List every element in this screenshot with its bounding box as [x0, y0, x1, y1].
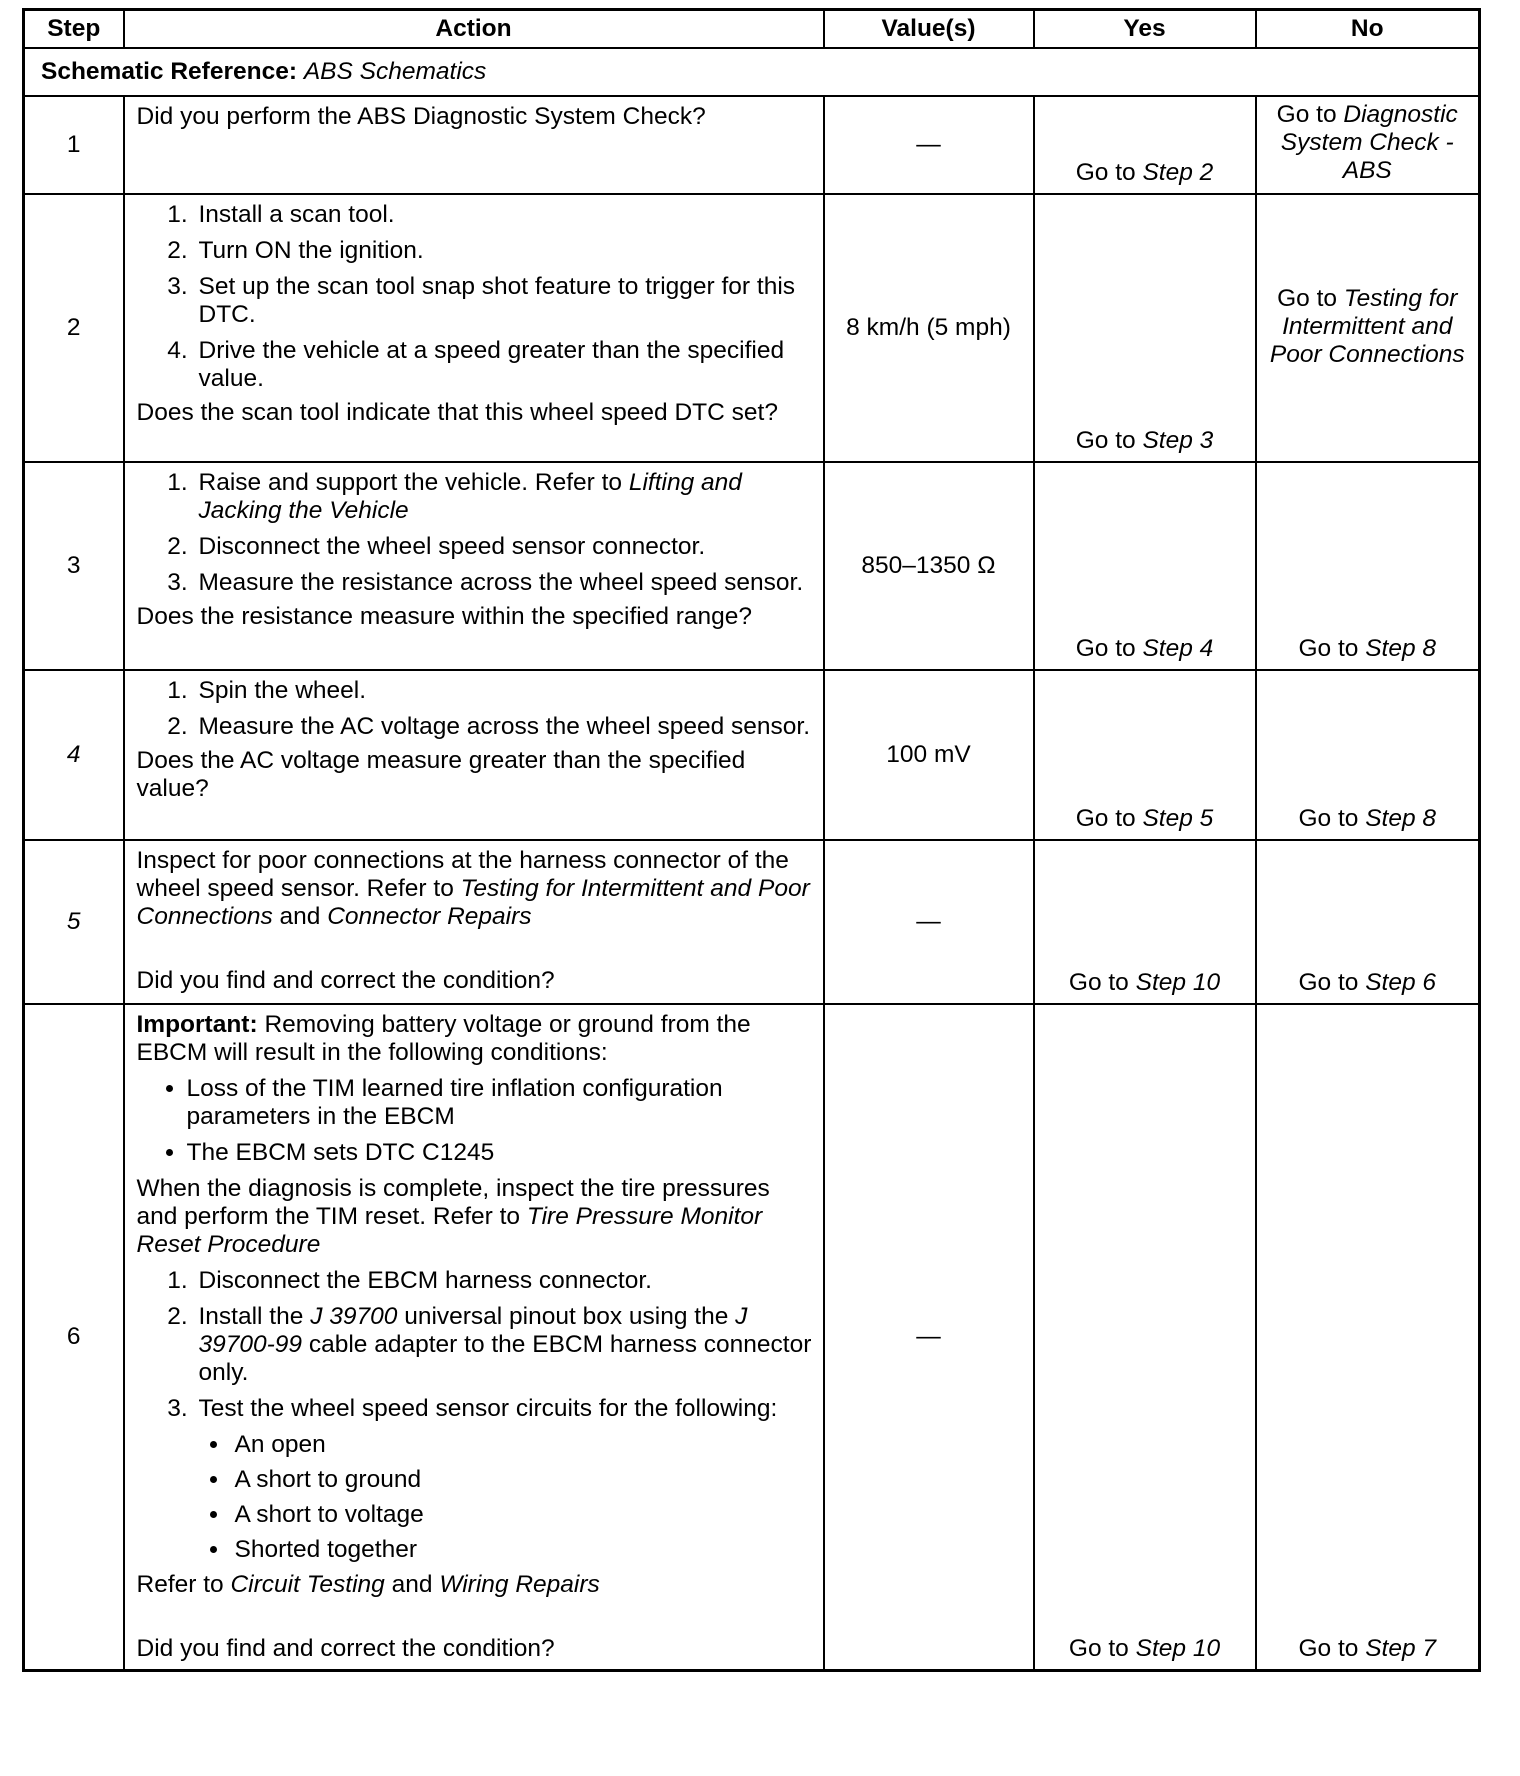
diagnostic-table [22, 8, 1481, 1672]
action-step: 2. Turn ON the ignition. [195, 237, 813, 265]
reference-link: Testing for Intermittent and Poor Connections [136, 875, 810, 930]
step-number: 3 [24, 462, 124, 670]
diagnosis-note [137, 1175, 813, 1259]
value-cell: 8 km/h (5 mph) [824, 194, 1034, 462]
reference-link: Circuit Testing [230, 1571, 385, 1598]
header-step: Step [24, 10, 124, 49]
action-step: 1. Disconnect the EBCM harness connector. [195, 1267, 813, 1295]
yes-link: Step 10 [1135, 1635, 1221, 1662]
go-to-text: Go to [1068, 1635, 1129, 1662]
yes-cell [1034, 194, 1256, 462]
no-cell [1256, 1004, 1480, 1671]
test-bullets [199, 1431, 813, 1564]
bullet-item: • An open [231, 1431, 813, 1459]
table-row [24, 194, 1480, 462]
action-text-body: Inspect for poor connections at the harness connector of the wheel speed sensor. Refer to [136, 847, 789, 902]
action-text [137, 847, 813, 931]
value-cell: — [824, 96, 1034, 194]
and-text: and [391, 1571, 433, 1598]
no-cell [1256, 96, 1480, 194]
go-to-text: Go to [1298, 805, 1359, 832]
action-question: Does the AC voltage measure greater than the specified value? [136, 747, 746, 802]
spacer [137, 939, 813, 967]
header-no: No [1256, 10, 1480, 49]
header-action: Action [124, 10, 824, 49]
step-number: 4 [24, 670, 124, 840]
action-steps [137, 677, 813, 741]
go-to-text: Go to [1277, 285, 1338, 312]
action-steps [137, 469, 813, 597]
no-cell [1256, 194, 1480, 462]
no-link: Step 7 [1365, 1635, 1437, 1662]
important-note [137, 1011, 813, 1067]
action-step: 1. Install a scan tool. [195, 201, 813, 229]
value-cell: 100 mV [824, 670, 1034, 840]
action-step-text: Test the wheel speed sensor circuits for the following: [198, 1395, 778, 1422]
go-to-text: Go to [1298, 969, 1359, 996]
action-step [195, 469, 813, 525]
go-to-text: Go to [1298, 635, 1359, 662]
table-row [24, 96, 1480, 194]
refer-text: Refer to [136, 1571, 224, 1598]
yes-cell [1034, 96, 1256, 194]
action-step-text: Install the [198, 1303, 304, 1330]
action-step: 1. Spin the wheel. [195, 677, 813, 705]
action-step [195, 1395, 813, 1564]
action-step-text: Raise and support the vehicle. Refer to [198, 469, 623, 496]
action-cell [124, 194, 824, 462]
action-question: Did you find and correct the condition? [136, 967, 555, 994]
go-to-text: Go to [1075, 427, 1136, 454]
step-number: 6 [24, 1004, 124, 1671]
header-values: Value(s) [824, 10, 1034, 49]
no-cell [1256, 462, 1480, 670]
action-steps [137, 201, 813, 393]
bullet-item: • Shorted together [231, 1536, 813, 1564]
action-step: 2. Disconnect the wheel speed sensor connector. [195, 533, 813, 561]
yes-cell [1034, 840, 1256, 1004]
reference-link: Lifting and Jacking the Vehicle [198, 469, 742, 524]
important-text: Removing battery voltage or ground from the EBCM will result in the following conditions: [136, 1011, 751, 1066]
refer-note [137, 1571, 813, 1599]
yes-link: Step 4 [1142, 635, 1214, 662]
bullet-item: • Loss of the TIM learned tire inflation configuration parameters in the EBCM [187, 1075, 813, 1131]
spacer [137, 1607, 813, 1635]
go-to-text: Go to [1068, 969, 1129, 996]
no-link: Testing for Intermittent and Poor Connections [1269, 285, 1465, 368]
action-question: Did you perform the ABS Diagnostic System Check? [136, 103, 706, 130]
action-cell [124, 670, 824, 840]
go-to-text: Go to [1276, 101, 1337, 128]
yes-cell [1034, 1004, 1256, 1671]
value-cell: 850–1350 Ω [824, 462, 1034, 670]
yes-link: Step 5 [1142, 805, 1214, 832]
go-to-text: Go to [1075, 635, 1136, 662]
action-step: 2. Measure the AC voltage across the wheel speed sensor. [195, 713, 813, 741]
action-cell [124, 462, 824, 670]
action-cell [124, 96, 824, 194]
go-to-text: Go to [1075, 805, 1136, 832]
schematic-reference-row [24, 48, 1480, 96]
step-number: 2 [24, 194, 124, 462]
header-yes: Yes [1034, 10, 1256, 49]
no-link: Diagnostic System Check - ABS [1280, 101, 1458, 184]
bullet-item: • A short to voltage [231, 1501, 813, 1529]
action-cell [124, 840, 824, 1004]
table-row [24, 840, 1480, 1004]
yes-link: Step 10 [1135, 969, 1221, 996]
and-text: and [279, 903, 321, 930]
yes-cell [1034, 462, 1256, 670]
go-to-text: Go to [1298, 1635, 1359, 1662]
no-link: Step 6 [1365, 969, 1437, 996]
reference-link: Wiring Repairs [439, 1571, 600, 1598]
action-step: 4. Drive the vehicle at a speed greater than the specified value. [195, 337, 813, 393]
table-row [24, 1004, 1480, 1671]
yes-cell [1034, 670, 1256, 840]
action-step-text: cable adapter to the EBCM harness connector only. [198, 1331, 812, 1386]
action-step: 3. Measure the resistance across the wheel speed sensor. [195, 569, 813, 597]
diagnosis-text: When the diagnosis is complete, inspect the tire pressures and perform the TIM reset. Refer to [136, 1175, 770, 1230]
table-row [24, 670, 1480, 840]
step-number: 1 [24, 96, 124, 194]
no-link: Step 8 [1365, 805, 1437, 832]
schematic-reference [24, 48, 1480, 96]
no-cell [1256, 840, 1480, 1004]
action-question: Did you find and correct the condition? [136, 1635, 555, 1662]
reference-link: Connector Repairs [327, 903, 532, 930]
step-number: 5 [24, 840, 124, 1004]
action-question: Does the resistance measure within the specified range? [136, 603, 753, 630]
value-cell: — [824, 840, 1034, 1004]
reference-link: Tire Pressure Monitor Reset Procedure [136, 1203, 763, 1258]
bullet-item: • The EBCM sets DTC C1245 [187, 1139, 813, 1167]
table-row [24, 462, 1480, 670]
yes-link: Step 3 [1142, 427, 1214, 454]
value-cell: — [824, 1004, 1034, 1671]
action-question: Does the scan tool indicate that this wheel speed DTC set? [136, 399, 778, 426]
schematic-ref: ABS Schematics [303, 58, 487, 85]
diagnostic-table-sheet [22, 8, 1478, 1672]
tool-reference: J 39700 [310, 1303, 398, 1330]
bullet-item: • A short to ground [231, 1466, 813, 1494]
no-cell [1256, 670, 1480, 840]
action-cell [124, 1004, 824, 1671]
action-step [195, 1303, 813, 1387]
important-label: Important: [136, 1011, 258, 1038]
header-row [24, 10, 1480, 49]
action-step: 3. Set up the scan tool snap shot feature to trigger for this DTC. [195, 273, 813, 329]
go-to-text: Go to [1075, 159, 1136, 186]
action-steps [137, 1267, 813, 1564]
schematic-label: Schematic Reference: [41, 58, 298, 85]
condition-bullets [137, 1075, 813, 1167]
tool-reference: J 39700-99 [198, 1303, 748, 1358]
no-link: Step 8 [1365, 635, 1437, 662]
action-step-text: universal pinout box using the [404, 1303, 729, 1330]
yes-link: Step 2 [1142, 159, 1214, 186]
